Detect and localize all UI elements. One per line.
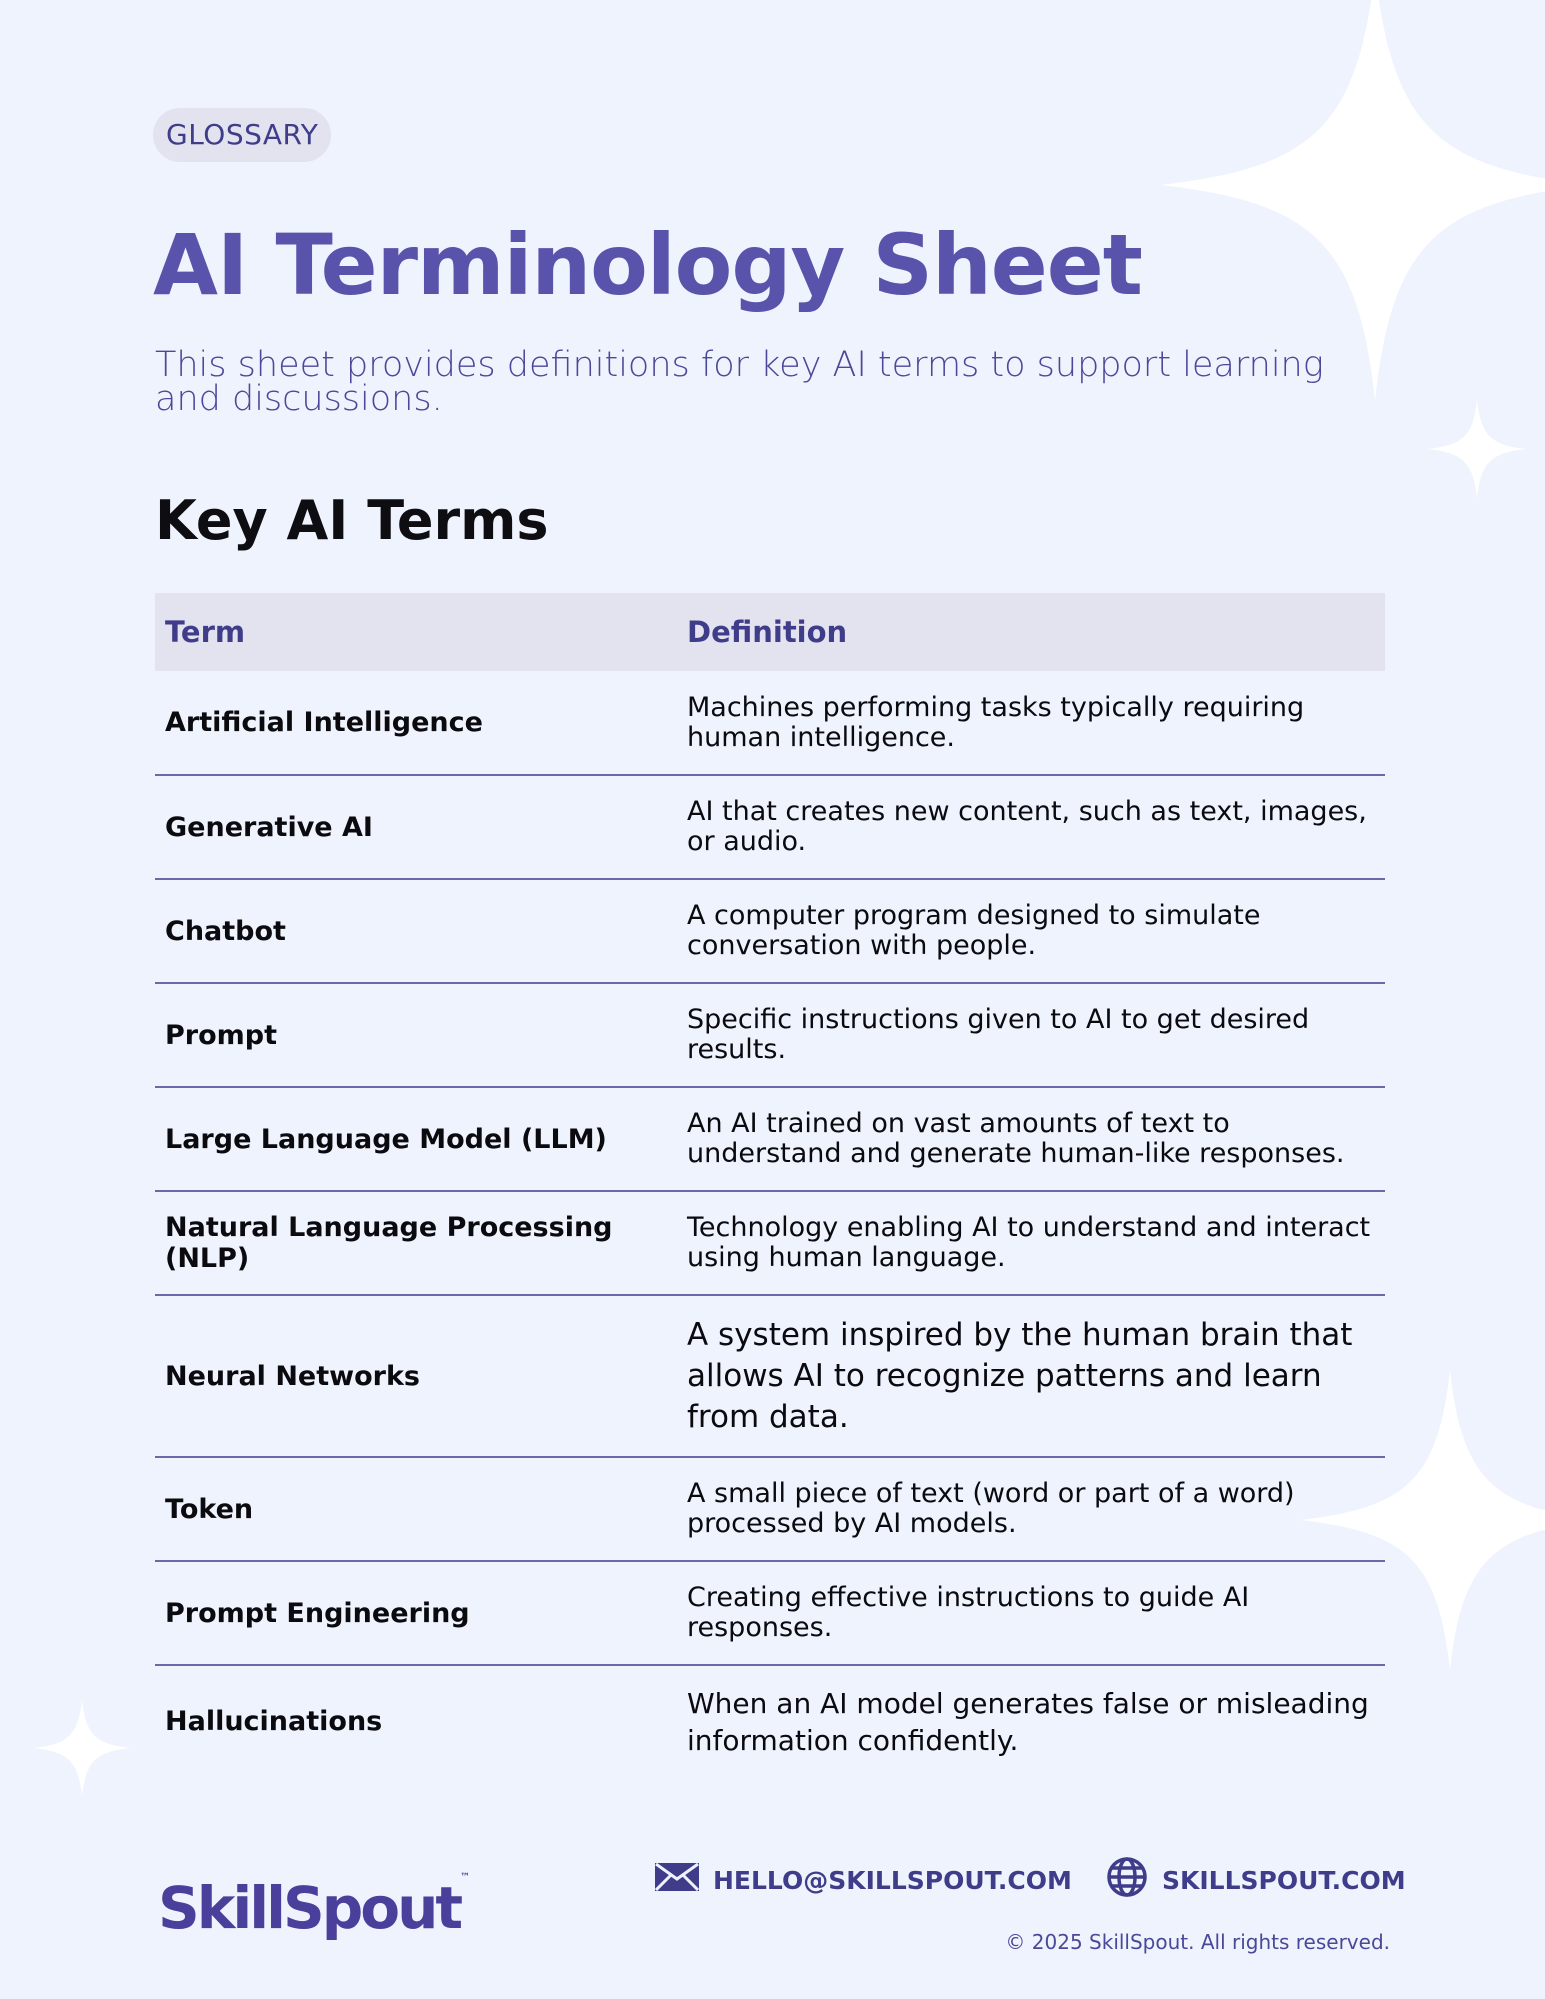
definition-cell: An AI trained on vast amounts of text to understand and generate human-like responses.: [677, 1087, 1385, 1191]
table-row: [155, 1561, 1385, 1665]
page-title: AI Terminology Sheet: [153, 216, 1142, 314]
table-row: [155, 879, 1385, 983]
sparkle-icon: [1140, 0, 1545, 400]
term-cell: Hallucinations: [165, 1706, 383, 1737]
table-row: [155, 1665, 1385, 1777]
term-cell: Large Language Model (LLM): [155, 1087, 677, 1191]
page-subtitle: This sheet provides definitions for key AI terms to support learning and discussions.: [155, 345, 1324, 419]
term-cell: Prompt Engineering: [155, 1561, 677, 1665]
website-link[interactable]: SKILLSPOUT.COM: [1162, 1865, 1406, 1895]
term-column-header: Term: [155, 593, 677, 671]
sparkle-icon: [1428, 395, 1526, 503]
definition-cell: AI that creates new content, such as text, images, or audio.: [677, 775, 1385, 879]
logo-text: SkillSpout: [158, 1874, 461, 1942]
term-cell: Token: [155, 1457, 677, 1561]
envelope-icon: [655, 1863, 699, 1897]
table-row: [155, 775, 1385, 879]
copyright-text: © 2025 SkillSpout. All rights reserved.: [1005, 1930, 1390, 1954]
definition-cell: Technology enabling AI to understand and interact using human language.: [677, 1191, 1385, 1295]
term-cell: Prompt: [155, 983, 677, 1087]
definition-cell: Creating effective instructions to guide AI responses.: [677, 1561, 1385, 1665]
table-row: [155, 671, 1385, 775]
term-cell: Neural Networks: [155, 1295, 677, 1457]
skillspout-logo: [158, 1838, 470, 1948]
term-cell: Artificial Intelligence: [155, 671, 677, 775]
term-cell: Generative AI: [155, 775, 677, 879]
table-row: [155, 1191, 1385, 1295]
terms-table: [155, 593, 1385, 1777]
term-cell: Natural Language Processing (NLP): [155, 1191, 677, 1295]
table-row: [155, 1295, 1385, 1457]
table-row: [155, 983, 1385, 1087]
definition-cell: A computer program designed to simulate conversation with people.: [677, 879, 1385, 983]
glossary-badge: GLOSSARY: [153, 108, 331, 162]
definition-cell: A system inspired by the human brain that allows AI to recognize patterns and learn from data.: [677, 1295, 1385, 1457]
definition-cell: When an AI model generates false or misleading information confidently.: [687, 1686, 1369, 1757]
sparkle-icon: [34, 1693, 130, 1803]
definition-column-header: Definition: [677, 593, 1385, 671]
website-contact[interactable]: [1106, 1862, 1406, 1898]
table-row: [155, 1457, 1385, 1561]
definition-cell: Specific instructions given to AI to get desired results.: [677, 983, 1385, 1087]
email-link[interactable]: HELLO@SKILLSPOUT.COM: [713, 1865, 1072, 1895]
section-title: Key AI Terms: [155, 489, 549, 552]
definition-cell: Machines performing tasks typically requiring human intelligence.: [677, 671, 1385, 775]
globe-icon: [1106, 1856, 1148, 1904]
trademark-mark: ™: [460, 1872, 471, 1883]
term-cell: Chatbot: [155, 879, 677, 983]
table-header-row: [155, 593, 1385, 671]
table-row: [155, 1087, 1385, 1191]
email-contact[interactable]: [655, 1862, 1072, 1898]
definition-cell: A small piece of text (word or part of a word) processed by AI models.: [677, 1457, 1385, 1561]
